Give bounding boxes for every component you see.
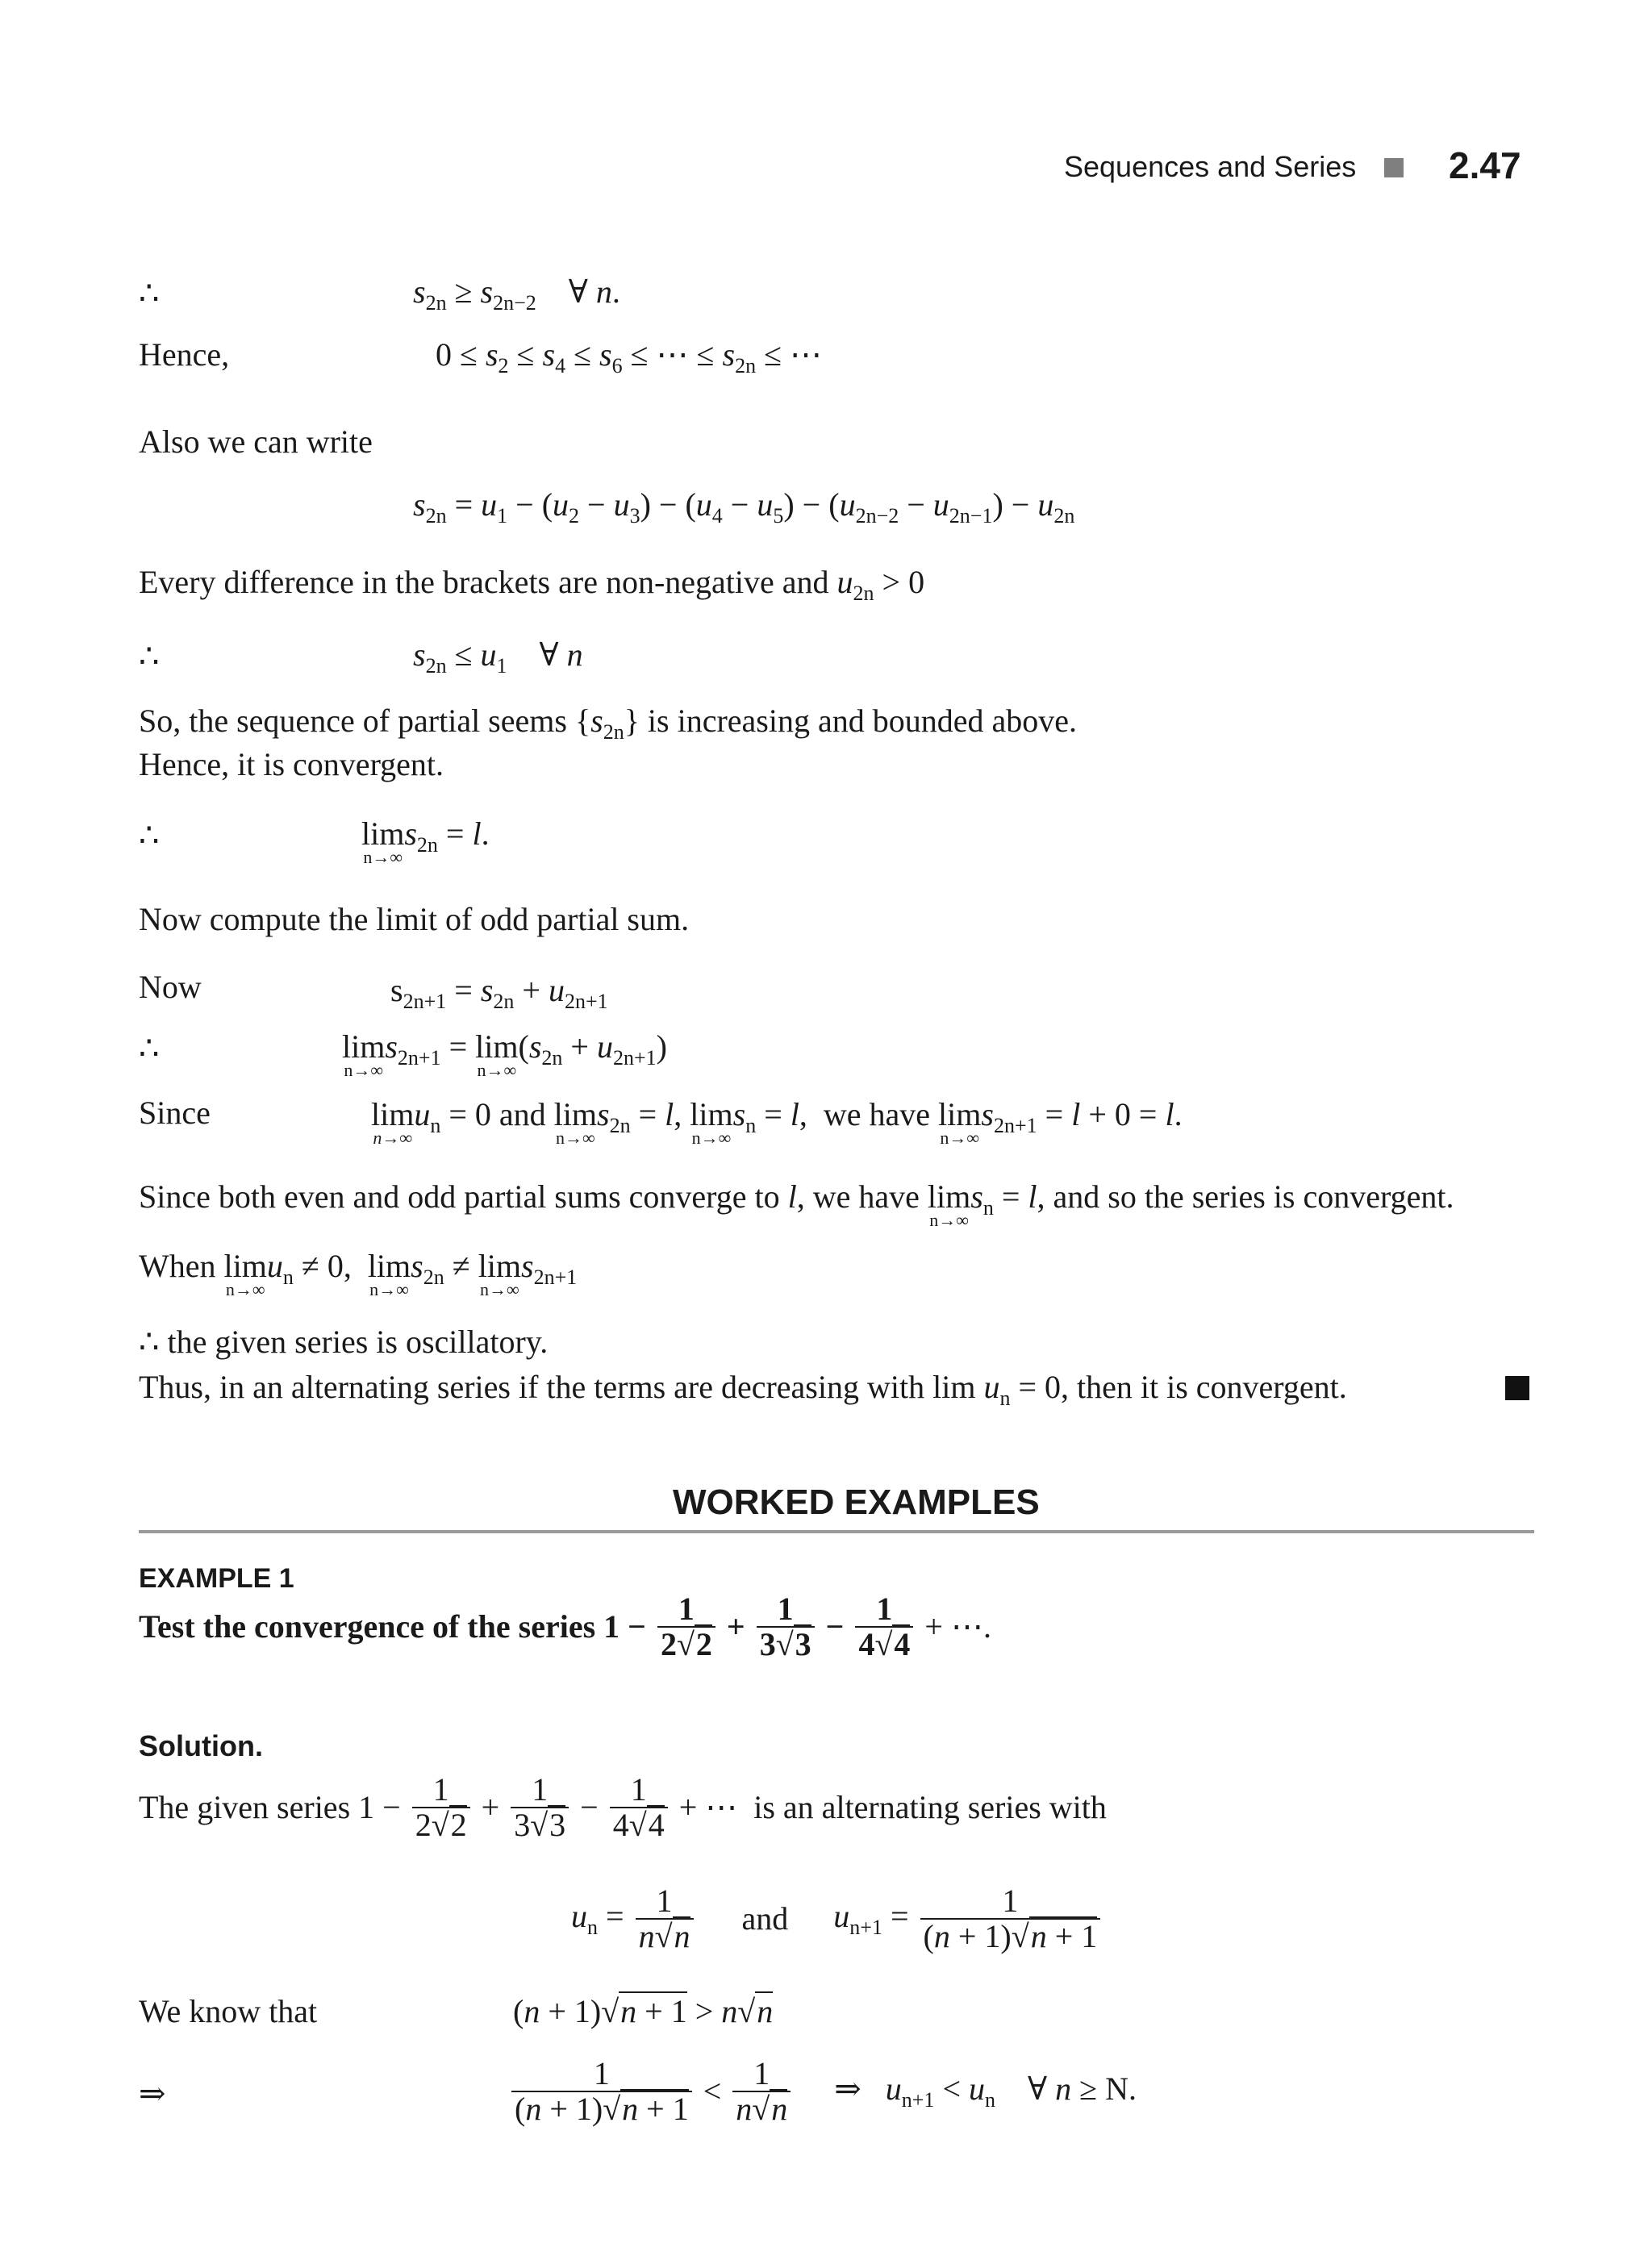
running-title: Sequences and Series (1064, 150, 1357, 183)
hence-label: Hence, (139, 336, 230, 373)
thus-a: Thus, in an alternating series if the terms are decreasing with lim (139, 1369, 976, 1405)
every-difference-text: Every difference in the brackets are non-negative and $u_{2n} > 0$ (139, 564, 925, 605)
given-series-line: The given series 1 − $\frac{1}{2√2}$ + $\frac{1}{3√3}$ − $\frac{1}{4√4}$ + ⋯ is an alternating series with (139, 1771, 1107, 1843)
when-label: When (139, 1248, 216, 1284)
alternating-text: is an alternating series with (753, 1789, 1107, 1825)
since-we-have: we have (823, 1096, 931, 1132)
therefore-symbol-4: ∴ (139, 1030, 160, 1066)
now-label: Now (139, 969, 202, 1005)
thus-b: = 0, then it is convergent. (1018, 1369, 1347, 1405)
now-compute-text: Now compute the limit of odd partial sum. (139, 901, 690, 937)
equation-inequality: (n + 1)√n + 1 > n√n (513, 1993, 774, 2029)
heading-rule (139, 1530, 1534, 1533)
both-converge-c: , and so the series is convergent. (1037, 1178, 1454, 1215)
equation-odd-sum: $s_{2n+1} = s_{2n} + u_{2n+1}$ (390, 972, 608, 1013)
example-label: EXAMPLE 1 (139, 1563, 294, 1594)
page-number: 2.47 (1449, 144, 1521, 186)
equation-s2n-bounded: $s_{2n} \le u_1$ ∀ n (413, 636, 583, 678)
equation-s2n-ge: $s_{2n} \ge s_{2n-2}$ ∀ n. (413, 273, 620, 315)
equation-decreasing: $\frac{1}{(n + 1)√n + 1}$ < $\frac{1}{n√n}$ ⇒ $u_{n+1} < u_n$ ∀ n ≥ N. (508, 2057, 1137, 2126)
therefore-symbol-2: ∴ (139, 638, 160, 674)
worked-examples-heading: WORKED EXAMPLES (673, 1482, 1040, 1522)
sequence-increasing-text: So, the sequence of partial seems $\{s_{2n}\}$ is increasing and bounded above. (139, 703, 1077, 744)
therefore-symbol: ∴ (139, 275, 160, 311)
thus-conclusion-text: Thus, in an alternating series if the terms are decreasing with $\lim u_n = 0$, then it is convergent. (139, 1369, 1347, 1410)
hence-convergent-text: Hence, it is convergent. (139, 746, 444, 782)
we-know-label: We know that (139, 1993, 318, 2029)
equation-s2n-expansion: $s_{2n} = u_1 - (u_2 - u_3) - (u_4 - u_5) - (u_{2n-2} - u_{2n-1}) - u_{2n}$ (413, 486, 1075, 528)
oscillatory-text: ∴ the given series is oscillatory. (139, 1324, 549, 1360)
equation-lim-s2n: lim n→∞ $s_{2n} = l$. (361, 815, 490, 867)
therefore-symbol-3: ∴ (139, 817, 160, 853)
header-square-icon (1384, 158, 1404, 177)
also-we-can-write: Also we can write (139, 423, 373, 460)
both-converge-text: Since both even and odd partial sums converge to l, we have lim n→∞ $s_n = l$, and so the series is convergent. (139, 1178, 1454, 1230)
both-converge-b: , we have (796, 1178, 920, 1215)
implies-symbol: ⇒ (139, 2075, 166, 2112)
example-prompt: Test the convergence of the series 1 − $\frac{1}{2√2}$ + $\frac{1}{3√3}$ − $\frac{1}{4√4}$ + ⋯. (139, 1591, 991, 1662)
un-and-word: and (741, 1900, 789, 1937)
since-and-word: and (499, 1096, 546, 1132)
end-of-proof-icon (1505, 1376, 1529, 1400)
equation-since-limits: lim n→∞ $u_n = 0$ and lim n→∞ $s_{2n} = l$, lim n→∞ $s_n = l$, we have lim n→∞ $s_{2n+1} = l + 0 = l$. (371, 1096, 1183, 1148)
when-nonzero-text: When lim n→∞ $u_n \ne 0$, lim n→∞ $s_{2n} \ne \lim$ n→∞ $s_{2n+1}$ (139, 1248, 578, 1299)
given-series-text: The given series (139, 1789, 351, 1825)
since-label: Since (139, 1095, 211, 1131)
every-difference-label: Every difference in the brackets are non-negative and (139, 564, 829, 600)
example-prompt-text: Test the convergence of the series (139, 1608, 596, 1645)
equation-even-chain: $0 \le s_2 \le s_4 \le s_6$ ≤ ⋯ ≤ $s_{2n}$ ≤ ⋯ (436, 336, 823, 377)
sequence-text-a: So, the sequence of partial seems (139, 703, 567, 739)
both-converge-a: Since both even and odd partial sums converge to (139, 1178, 780, 1215)
equation-lim-odd-sum: lim n→∞ $s_{2n+1} = \lim$ n→∞ $(s_{2n} + u_{2n+1})$ (342, 1028, 667, 1080)
sequence-text-b: is increasing and bounded above. (647, 703, 1077, 739)
equation-un-terms: $u_n$ = $\frac{1}{n√n}$ and $u_{n+1}$ = $\frac{1}{(n + 1)√n + 1}$ (571, 1884, 1103, 1954)
solution-label: Solution. (139, 1729, 263, 1762)
